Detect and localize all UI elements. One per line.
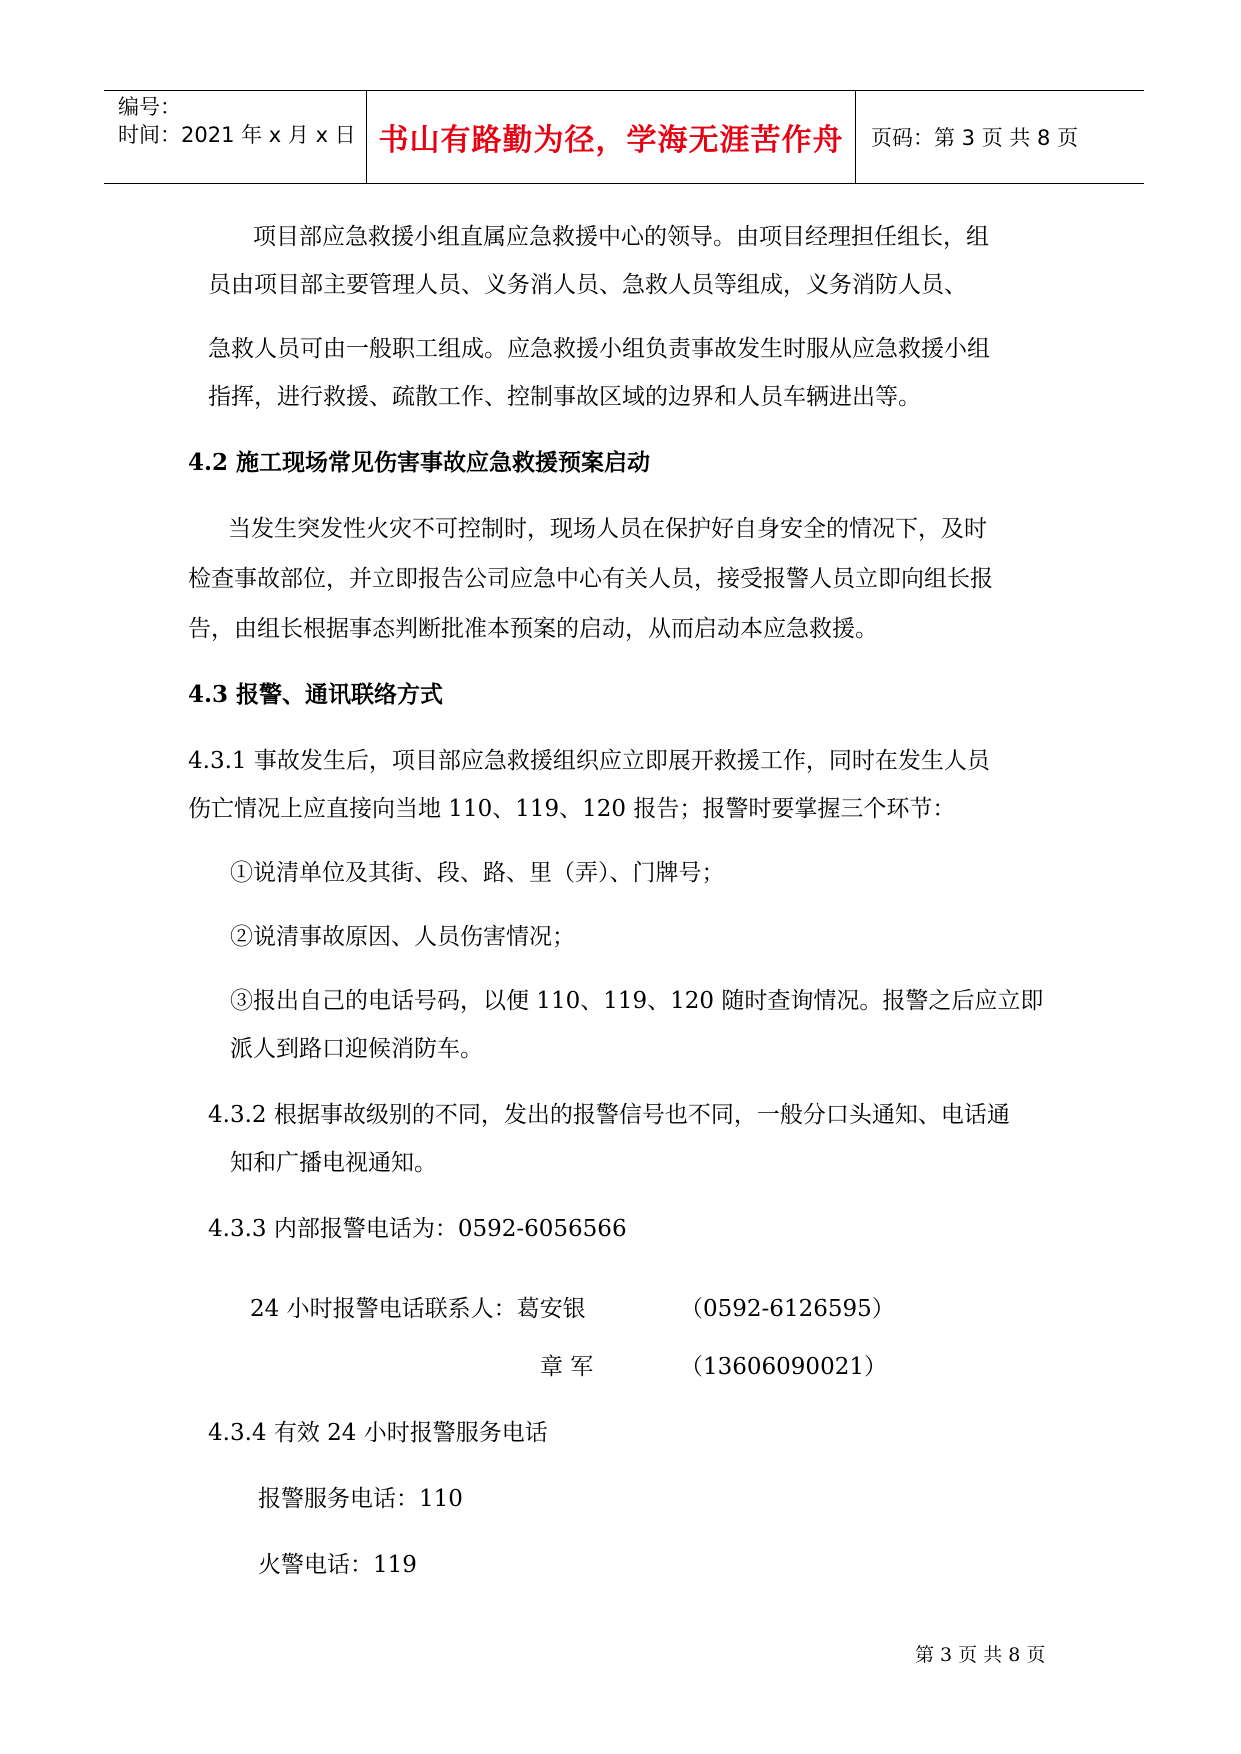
list-item: ①说清单位及其街、段、路、里（弄）、门牌号；: [230, 860, 725, 886]
header-motto: 书山有路勤为径，学海无涯苦作舟: [378, 123, 844, 158]
list-item: 派人到路口迎候消防车。: [230, 1036, 483, 1062]
paragraph-line: 员由项目部主要管理人员、义务消人员、急救人员等组成，义务消防人员、: [208, 272, 967, 298]
paragraph-line: 急救人员可由一般职工组成。应急救援小组负责事故发生时服从应急救援小组: [208, 336, 990, 362]
list-item: ③报出自己的电话号码，以便 110、119、120 随时查询情况。报警之后应立即: [230, 988, 1044, 1014]
paragraph-line: 检查事故部位，并立即报告公司应急中心有关人员，接受报警人员立即向组长报: [188, 566, 993, 592]
paragraph-line: 当发生突发性火灾不可控制时，现场人员在保护好自身安全的情况下，及时: [228, 516, 987, 542]
list-item: ②说清事故原因、人员伤害情况；: [230, 924, 575, 950]
paragraph-line: 4.3.4 有效 24 小时报警服务电话: [208, 1420, 548, 1446]
page-footer: 第 3 页 共 8 页: [915, 1644, 1046, 1666]
internal-alarm-phone: 4.3.3 内部报警电话为：0592-6056566: [208, 1216, 627, 1242]
contact-phone: （13606090021）: [680, 1354, 887, 1380]
paragraph-line: 4.3.2 根据事故级别的不同，发出的报警信号也不同，一般分口头通知、电话通: [208, 1102, 1010, 1128]
contact-person-name: 章 军: [540, 1354, 594, 1380]
section-heading-4-2: 4.2 施工现场常见伤害事故应急救援预案启动: [188, 449, 651, 476]
header-motto-cell: [367, 91, 856, 183]
contact-phone: （0592-6126595）: [680, 1296, 895, 1322]
header-left-cell: [104, 91, 367, 183]
section-heading-4-3: 4.3 报警、通讯联络方式: [188, 681, 444, 708]
header-page-code: 页码：第 3 页 共 8 页: [871, 126, 1079, 150]
police-phone: 报警服务电话：110: [258, 1486, 463, 1512]
paragraph-line: 伤亡情况上应直接向当地 110、119、120 报告；报警时要掌握三个环节：: [188, 796, 956, 822]
contact-person-label: 24 小时报警电话联系人：葛安银: [250, 1296, 586, 1322]
header-page-cell: [857, 91, 1144, 183]
paragraph-line: 项目部应急救援小组直属应急救援中心的领导。由项目经理担任组长，组: [253, 224, 989, 250]
paragraph-line: 知和广播电视通知。: [230, 1150, 437, 1176]
paragraph-line: 告，由组长根据事态判断批准本预案的启动，从而启动本应急救援。: [188, 616, 878, 642]
paragraph-line: 指挥，进行救援、疏散工作、控制事故区域的边界和人员车辆进出等。: [208, 384, 921, 410]
document-number-label: 编号：: [118, 95, 181, 119]
fire-phone: 火警电话：119: [258, 1552, 417, 1578]
document-time-label: 时间：2021 年 x 月 x 日: [118, 123, 356, 147]
paragraph-line: 4.3.1 事故发生后，项目部应急救援组织应立即展开救援工作，同时在发生人员: [188, 748, 990, 774]
page-header: [104, 90, 1144, 184]
